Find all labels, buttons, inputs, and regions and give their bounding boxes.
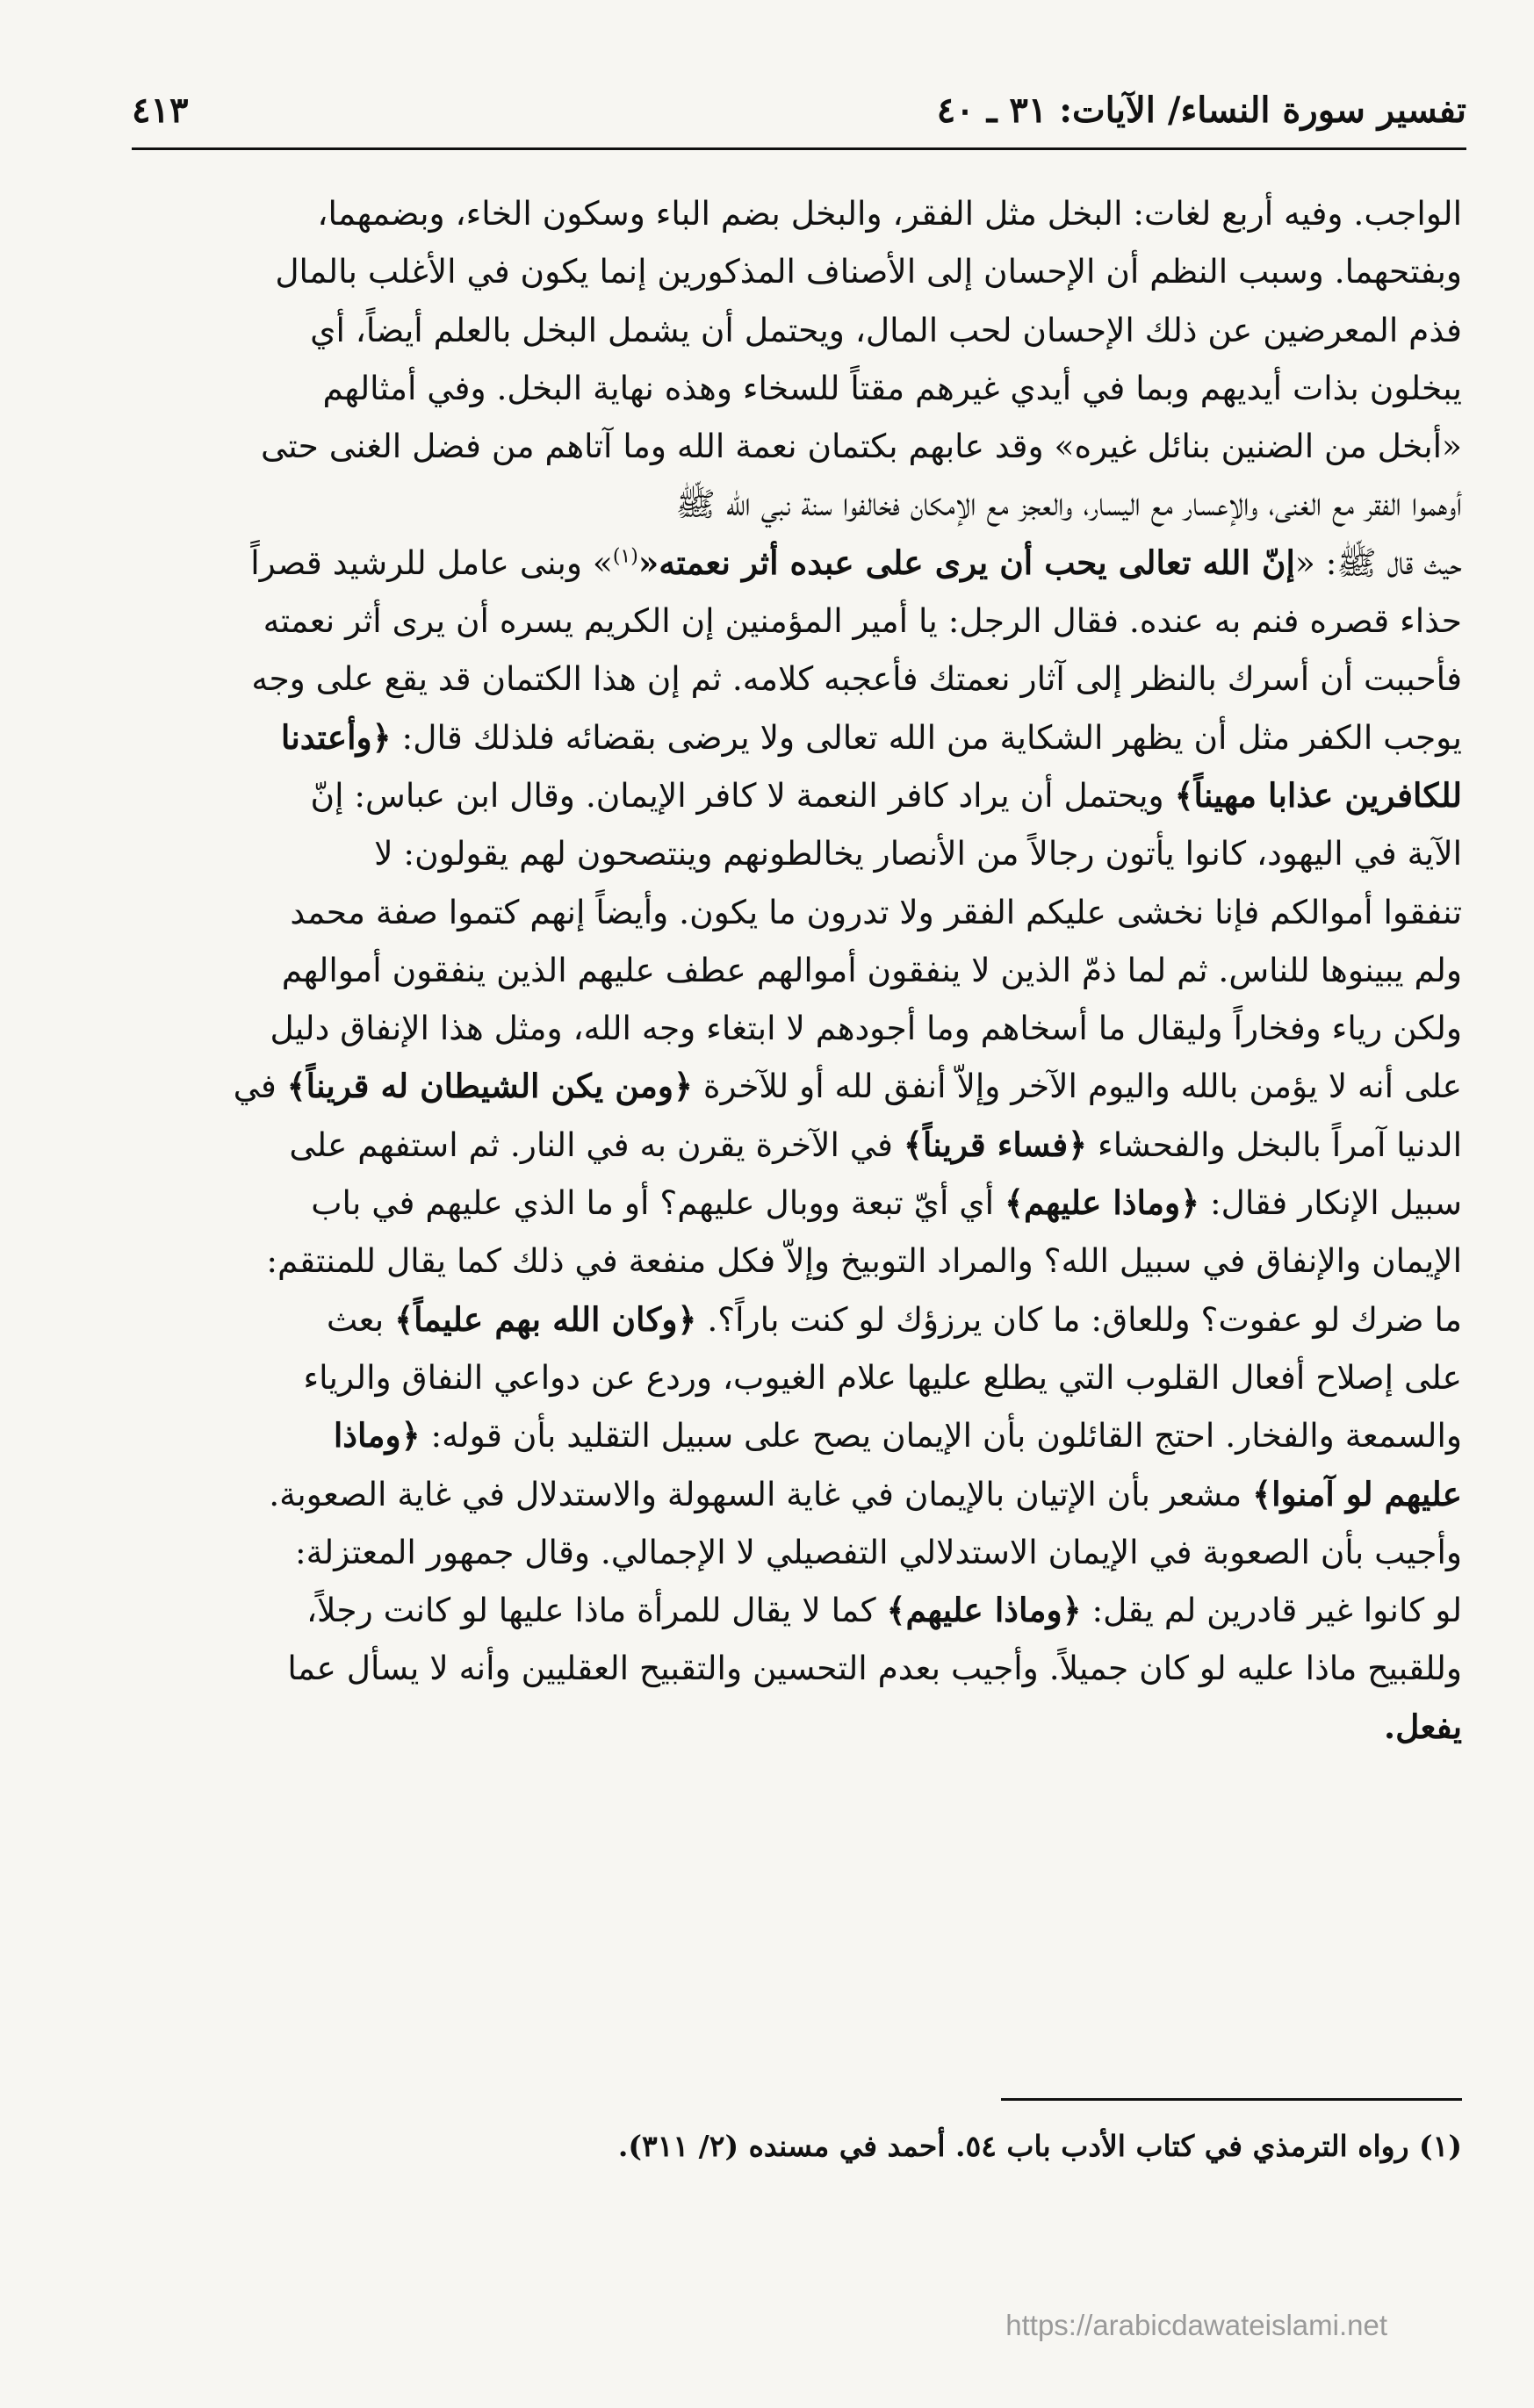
text-line-27: يفعل.: [1384, 1707, 1462, 1746]
text-line-17-lead: الدنيا آمراً بالبخل والفحشاء: [1087, 1125, 1462, 1164]
text-line-19: الإيمان والإنفاق في سبيل الله؟ والمراد التوبيخ وإلاّ فكل منفعة في ذلك كما يقال للمنتقم:: [266, 1241, 1462, 1281]
text-line-21: على إصلاح أفعال القلوب التي يطلع عليها علام الغيوب، وردع عن دواعي النفاق والرياء: [303, 1357, 1462, 1397]
text-line-2: وبفتحهما. وسبب النظم أن الإحسان إلى الأصناف المذكورين إنما يكون في الأغلب بالمال: [275, 252, 1462, 291]
text-line-7: حيث قال ﷺ: «إنّ الله تعالى يحب أن يرى على عبده أثر نعمته«$^{(١)}$» وبنى عامل للرشيد قصراً: [250, 543, 1462, 582]
quran-quote-1b: للكافرين عذابا مهيناً﴾: [1174, 775, 1462, 815]
text-line-3: فذم المعرضين عن ذلك الإحسان لحب المال، ويحتمل أن يشمل البخل بالعلم أيضاً، أي: [310, 310, 1462, 349]
text-line-1: الواجب. وفيه أربع لغات: البخل مثل الفقر، والبخل بضم الباء وسكون الخاء، وبضمهما،: [317, 194, 1462, 233]
text-line-17: [149, 1116, 1462, 1174]
text-line-5: «أبخل من الضنين بنائل غيره» وقد عابهم بكتمان نعمة الله وما آتاهم من فضل الغنى حتى: [261, 427, 1462, 466]
text-line-23-tail: مشعر بأن الإتيان بالإيمان في غاية السهولة والاستدلال في غاية الصعوبة.: [269, 1474, 1253, 1513]
quran-quote-2: ﴿ومن يكن الشيطان له قريناً﴾: [286, 1067, 693, 1106]
page-number: ٤١٣: [132, 90, 189, 131]
text-line-11: [149, 766, 1462, 824]
text-line-18: [149, 1174, 1462, 1232]
text-line-22: [149, 1406, 1462, 1464]
tafsir-body-text: [149, 184, 1462, 1756]
header-divider: [132, 147, 1466, 150]
text-line-25-tail: كما لا يقال للمرأة ماذا عليها لو كانت رجلاً،: [306, 1591, 887, 1630]
running-title: تفسير سورة النساء/ الآيات: ٣١ ـ ٤٠: [936, 90, 1466, 131]
text-line-9: فأحببت أن أسرك بالنظر إلى آثار نعمتك فأعجبه كلامه. ثم إن هذا الكتمان قد يقع على وجه: [251, 659, 1462, 699]
page-header: [132, 88, 1466, 140]
text-line-8: حذاء قصره فنم به عنده. فقال الرجل: يا أمير المؤمنين إن الكريم يسره أن يرى أثر نعمته: [263, 601, 1462, 641]
text-line-7-tail: » وبنى عامل للرشيد قصراً: [250, 543, 613, 582]
text-line-18-tail: أي أيّ تبعة ووبال عليهم؟ أو ما الذي عليهم في باب: [311, 1183, 1005, 1223]
text-line-22-lead: والسمعة والفخار. احتج القائلون بأن الإيمان يصح على سبيل التقليد بأن قوله:: [420, 1416, 1462, 1456]
text-line-16-lead: على أنه لا يؤمن بالله واليوم الآخر وإلاّ أنفق لله أو للآخرة: [692, 1067, 1462, 1106]
quran-quote-5: ﴿وكان الله بهم عليماً﴾: [394, 1299, 697, 1339]
hadith-quote: إنّ الله تعالى يحب أن يرى على عبده أثر نعمته: [659, 543, 1295, 582]
text-line-23: [149, 1465, 1462, 1523]
text-line-10: [149, 708, 1462, 766]
quran-quote-3: ﴿فساء قريناً﴾: [903, 1125, 1088, 1164]
text-line-18-lead: سبيل الإنكار فقال:: [1199, 1183, 1462, 1223]
text-line-25-lead: لو كانوا غير قادرين لم يقل:: [1081, 1591, 1462, 1630]
watermark-url: https://arabicdawateislami.net: [1005, 2309, 1387, 2341]
text-line-15: ولكن رياء وفخاراً وليقال ما أسخاهم وما أجودهم لا ابتغاء وجه الله، ومثل هذا الإنفاق دليل: [270, 1009, 1462, 1048]
text-line-7-lead: حيث قال ﷺ: «: [1294, 543, 1462, 582]
text-line-26: وللقبيح ماذا عليه لو كان جميلاً. وأجيب بعدم التحسين والتقبيح العقليين وأنه لا يسأل عما: [287, 1649, 1462, 1688]
footnote: (١) رواه الترمذي في كتاب الأدب باب ٥٤. أحمد في مسنده (٢/ ٣١١).: [617, 2129, 1462, 2163]
text-line-16-tail: في: [233, 1067, 287, 1106]
footnote-ref: (١): [612, 545, 638, 568]
quran-quote-4: ﴿وماذا عليهم﴾: [1005, 1183, 1200, 1223]
text-line-12: الآية في اليهود، كانوا يأتون رجالاً من الأنصار يخالطونهم وينتصحون لهم يقولون: لا: [374, 834, 1462, 873]
text-line-11-tail: ويحتمل أن يراد كافر النعمة لا كافر الإيمان. وقال ابن عباس: إنّ: [310, 775, 1175, 815]
footnote-divider: [1001, 2098, 1462, 2101]
quran-quote-1a: ﴿وأعتدنا: [280, 717, 392, 757]
text-line-24: وأجيب بأن الصعوبة في الإيمان الاستدلالي التفصيلي لا الإجمالي. وقال جمهور المعتزلة:: [295, 1532, 1462, 1571]
text-line-4: يبخلون بذات أيديهم وبما في أيدي غيرهم مقتاً للسخاء وهذه نهاية البخل. وفي أمثالهم: [322, 368, 1462, 407]
text-line-20-tail: بعث: [326, 1299, 395, 1339]
text-line-20: [149, 1290, 1462, 1348]
text-line-10-lead: يوجب الكفر مثل أن يظهر الشكاية من الله تعالى ولا يرضى بقضائه فلذلك قال:: [391, 717, 1462, 757]
text-line-14: ولم يبينوها للناس. ثم لما ذمّ الذين لا ينفقون أموالهم عطف عليهم الذين ينفقون أموالهم: [281, 950, 1462, 989]
text-line-6: أوهموا الفقر مع الغنى، والإعسار مع اليسار، والعجز مع الإمكان فخالفوا سنة نبي الله ﷺ: [675, 485, 1462, 524]
text-line-17-tail: في الآخرة يقرن به في النار. ثم استفهم على: [289, 1125, 904, 1164]
text-line-13: تنفقوا أموالكم فإنا نخشى عليكم الفقر ولا تدرون ما يكون. وأيضاً إنهم كتموا صفة محمد: [290, 892, 1462, 931]
text-line-25: [149, 1581, 1462, 1639]
text-line-20-lead: ما ضرك لو عفوت؟ وللعاق: ما كان يرزؤك لو كنت باراً؟.: [696, 1299, 1462, 1339]
quran-quote-7: ﴿وماذا عليهم﴾: [886, 1591, 1082, 1630]
quran-quote-6a: ﴿وماذا: [333, 1416, 421, 1456]
quran-quote-6b: عليهم لو آمنوا﴾: [1252, 1474, 1462, 1513]
text-line-16: [149, 1057, 1462, 1115]
